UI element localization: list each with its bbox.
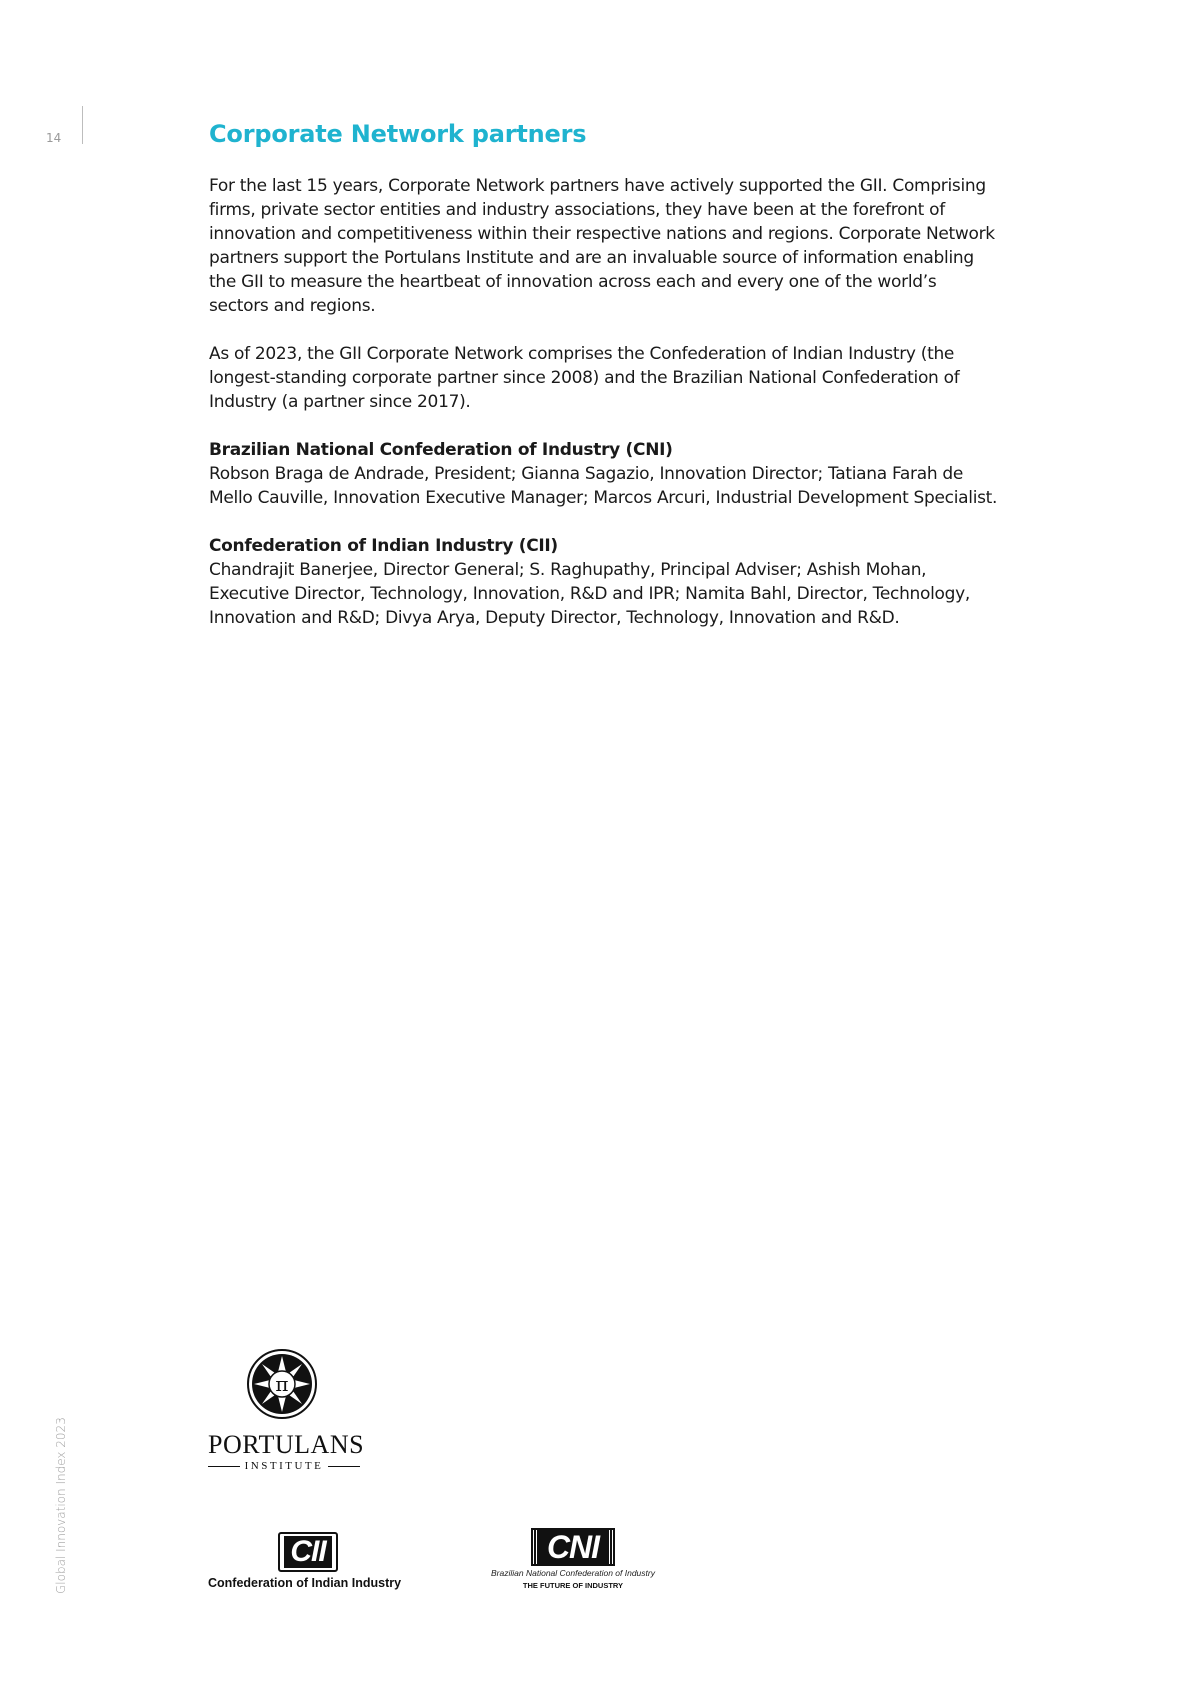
cii-mark-frame: [278, 1532, 337, 1572]
portulans-wordmark: PORTULANS: [208, 1430, 365, 1459]
partner-cni: [209, 438, 999, 510]
section-title: Corporate Network partners: [209, 120, 587, 148]
page-number-rule: [82, 106, 83, 144]
intro-paragraph: For the last 15 years, Corporate Network partners have actively supported the GII. Comprising firms, private sector entities and industry associations, they have been at the forefront of innovation and competitiveness within their respective nations and regions. Corporate Network partners support the Portulans Institute and are an invaluable source of information enabling the GII to measure the heartbeat of innovation across each and every one of the world’s sectors and regions.: [209, 176, 995, 316]
pi-symbol: π: [275, 1372, 289, 1396]
cii-caption: Confederation of Indian Industry: [208, 1576, 402, 1590]
cni-caption: Brazilian National Confederation of Industry: [491, 1568, 655, 1578]
cni-tagline: THE FUTURE OF INDUSTRY: [522, 1581, 624, 1590]
cni-logo: [478, 1530, 668, 1590]
portulans-subtitle: INSTITUTE: [208, 1460, 360, 1472]
compass-rose-icon: [246, 1348, 318, 1420]
portulans-institute-logo: [208, 1348, 368, 1472]
cii-logo: [208, 1532, 408, 1590]
partner-cii-name: Confederation of Indian Industry (CII): [209, 536, 558, 556]
network-paragraph: As of 2023, the GII Corporate Network comprises the Confederation of Indian Industry (the longest-standing corporate partner since 2008) and the Brazilian National Confederation of Industry (a partner since 2017).: [209, 344, 960, 412]
main-content: [209, 120, 999, 654]
partner-cii: [209, 534, 999, 630]
side-running-title: Global Innovation Index 2023: [54, 1417, 68, 1594]
partner-cni-people: Robson Braga de Andrade, President; Gianna Sagazio, Innovation Director; Tatiana Farah de Mello Cauville, Innovation Executive Manager; Marcos Arcuri, Industrial Development Specialist.: [209, 464, 998, 508]
partner-cii-people: Chandrajit Banerjee, Director General; S. Raghupathy, Principal Adviser; Ashish Mohan, Executive Director, Technology, Innovation, R&D and IPR; Namita Bahl, Director, Technology, Innovation and R&D; Divya Arya, Deputy Director, Technology, Innovation and R&D.: [209, 560, 970, 628]
partner-cni-name: Brazilian National Confederation of Industry (CNI): [209, 440, 673, 460]
cni-mark: CNI: [533, 1530, 613, 1564]
page-number: 14: [46, 131, 62, 145]
cii-mark: CII: [284, 1536, 331, 1568]
